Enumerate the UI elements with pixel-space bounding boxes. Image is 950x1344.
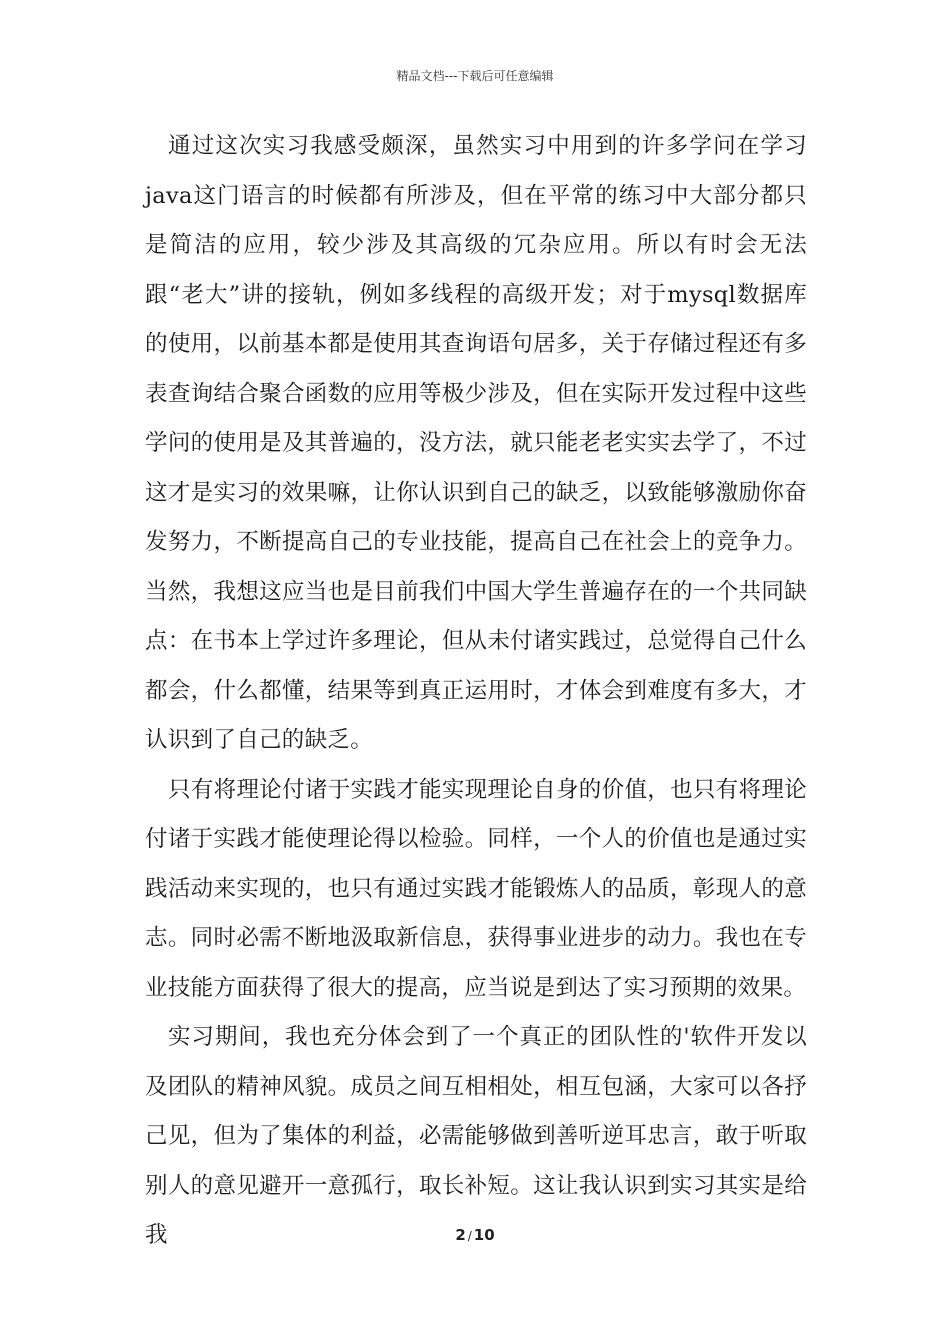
document-body [145, 122, 807, 1261]
paragraph-2: 只有将理论付诸于实践才能实现理论自身的价值，也只有将理论付诸于实践才能使理论得以检验。同样，一个人的价值也是通过实践活动来实现的，也只有通过实践才能锻炼人的品质，彰现人的意志。同时必需不断地汲取新信息，获得事业进步的动力。我也在专业技能方面获得了很大的提高，应当说是到达了实习预期的效果。 [145, 776, 807, 1001]
page-header: 精品文档---下载后可任意编辑 [396, 69, 554, 83]
current-page: 2 [455, 1226, 466, 1244]
paragraph-1: 通过这次实习我感受颇深，虽然实习中用到的许多学问在学习java这门语言的时候都有所涉及，但在平常的练习中大部分都只是简洁的应用，较少涉及其高级的冗杂应用。所以有时会无法跟“老大”讲的接轨，例如多线程的高级开发；对于mysql数据库的使用，以前基本都是使用其查询语句居多，关于存储过程还有多表查询结合聚合函数的应用等极少涉及，但在实际开发过程中这些学问的使用是及其普遍的，没方法，就只能老老实实去学了，不过这才是实习的效果嘛，让你认识到自己的缺乏，以致能够激励你奋发努力，不断提高自己的专业技能，提高自己在社会上的竞争力。当然，我想这应当也是目前我们中国大学生普遍存在的一个共同缺点：在书本上学过许多理论，但从未付诸实践过，总觉得自己什么都会，什么都懂，结果等到真正运用时，才体会到难度有多大，才认识到了自己的缺乏。 [145, 133, 807, 753]
page-number [0, 1226, 950, 1244]
total-pages: 10 [473, 1226, 495, 1244]
page-separator: / [467, 1229, 472, 1243]
paragraph-3: 实习期间，我也充分体会到了一个真正的团队性的'软件开发以及团队的精神风貌。成员之间互相相处，相互包涵，大家可以各抒己见，但为了集体的利益，必需能够做到善听逆耳忠言，敢于听取别人的意见避开一意孤行，取长补短。这让我认识到实习其实是给我 [145, 1024, 807, 1248]
